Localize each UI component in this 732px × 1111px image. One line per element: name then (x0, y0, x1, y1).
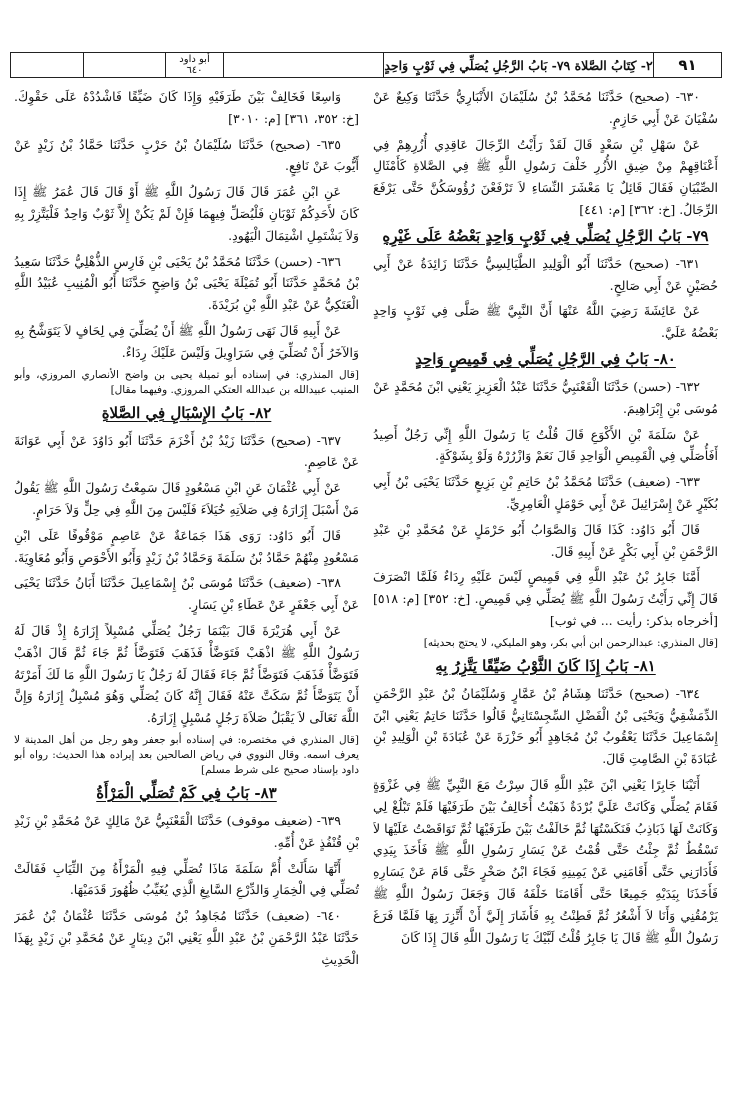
header-spacer (83, 53, 165, 77)
hadith-paragraph: ٦٣٧- (صحيح) حَدَّثَنَا زَيْدُ بْنُ أَخْزَمَ حَدَّثَنَا أَبُو دَاوُدَ عَنْ أَبِي عَوَانَةَ عَنْ عَاصِمٍ. (14, 432, 359, 470)
hadith-paragraph: عَنْ أَبِي عُثْمَانَ عَنِ ابْنِ مَسْعُودٍ قَالَ سَمِعْتُ رَسُولَ اللَّهِ ﷺ يَقُولُ مَنْ أَسْبَلَ إِزَارَهُ فِي صَلاَتِهِ خُيَلاَءَ فَلَيْسَ مِنَ اللَّهِ فِي حِلٍّ وَلاَ حَرَامٍ. (14, 480, 359, 517)
hadith-paragraph: ٦٣٠- (صحيح) حَدَّثَنَا مُحَمَّدُ بْنُ سُلَيْمَانَ الأَنْبَارِيُّ حَدَّثَنَا وَكِيعٌ عَنْ سُفْيَانَ عَنْ أَبِي حَازِمٍ. (373, 89, 718, 126)
header-spacer (11, 53, 83, 77)
hadith-paragraph: عَنْ أَبِي هُرَيْرَةَ قَالَ بَيْنَمَا رَجُلٌ يُصَلِّي مُسْبِلاً إِزَارَهُ إِذْ قَالَ لَهُ رَسُولُ اللَّهِ ﷺ اذْهَبْ فَتَوَضَّأْ فَذَهَبَ فَتَوَضَّأَ ثُمَّ جَاءَ ثُمَّ قَالَ اذْهَبْ فَتَوَضَّأْ فَذَهَبَ فَتَوَضَّأَ ثُمَّ جَاءَ فَقَالَ لَهُ رَجُلٌ يَا رَسُولَ اللَّهِ مَا لَكَ أَمَرْتَهُ أَنْ يَتَوَضَّأَ ثُمَّ سَكَتَّ عَنْهُ فَقَالَ إِنَّهُ كَانَ يُصَلِّي وَهُوَ مُسْبِلٌ إِزَارَهُ وَإِنَّ اللَّهَ تَعَالَى لاَ يَقْبَلُ صَلاَةَ رَجُلٍ مُسْبِلٍ إِزَارَهُ. (14, 622, 359, 726)
chapter-heading: ٨٠- بَابُ فِي الرَّجُلِ يُصَلِّي فِي قَمِيصٍ وَاحِدٍ (415, 349, 676, 368)
hadith-paragraph: قَالَ أَبُو دَاوُد: كَذَا قَالَ وَالصَّوَابُ أَبُو حَرْمَلٍ عَنْ مُحَمَّدِ بْنِ عَبْدِ الرَّحْمَنِ بْنِ أَبِي بَكْرٍ عَنْ أَبِيهِ قَالَ. (373, 521, 718, 559)
chapter-heading: ٨٣- بَابُ فِي كَمْ تُصَلِّي الْمَرْأَةُ (96, 783, 277, 802)
hadith-paragraph: ٦٣٤- (صحيح) حَدَّثَنَا هِشَامُ بْنُ عَمَّارٍ وَسُلَيْمَانُ بْنُ عَبْدِ الرَّحْمَنِ الدِّمَشْقِيُّ وَيَحْيَى بْنُ الْفَضْلِ السِّجِسْتَانِيُّ قَالُوا حَدَّثَنَا حَاتِمٌ يَعْنِي ابْنَ إِسْمَاعِيلَ حَدَّثَنَا يَعْقُوبُ بْنُ مُجَاهِدٍ أَبُو حَزْرَةَ عَنْ عُبَادَةَ بْنِ الْوَلِيدِ بْنِ عُبَادَةَ بْنِ الصَّامِتِ قَالَ. (373, 685, 718, 767)
hadith-paragraph: عَنْ سَلَمَةَ بْنِ الأَكْوَعِ قَالَ قُلْتُ يَا رَسُولَ اللَّهِ إِنِّي رَجُلٌ أَصِيدُ أَفَأُصَلِّي فِي الْقَمِيصِ الْوَاحِدِ قَالَ نَعَمْ وَازْرُرْهُ وَلَوْ بِشَوْكَةٍ. (373, 426, 718, 464)
hadith-paragraph: ٦٣٢- (حسن) حَدَّثَنَا الْقَعْنَبِيُّ حَدَّثَنَا عَبْدُ الْعَزِيزِ يَعْنِي ابْنَ مُحَمَّدٍ عَنْ مُوسَى بْنِ إِبْرَاهِيمَ. (373, 378, 718, 416)
text-columns (14, 86, 718, 1106)
hadith-paragraph: أَتَيْنَا جَابِرًا يَعْنِي ابْنَ عَبْدِ اللَّهِ قَالَ سِرْتُ مَعَ النَّبِيِّ ﷺ فِي غَزْوَةٍ فَقَامَ يُصَلِّي وَكَانَتْ عَلَيَّ بُرْدَةٌ ذَهَبْتُ أُخَالِفُ بَيْنَ طَرَفَيْهَا فَلَمْ تَبْلُغْ لِي وَكَانَتْ لَهَا ذَبَاذِبُ فَنَكَسْتُهَا ثُمَّ خَالَفْتُ بَيْنَ طَرَفَيْهَا ثُمَّ تَوَاقَصْتُ عَلَيْهَا لاَ تَسْقُطُ ثُمَّ جِئْتُ حَتَّى قُمْتُ عَنْ يَسَارِ رَسُولِ اللَّهِ ﷺ فَأَخَذَ بِيَدِي فَأَدَارَنِي حَتَّى أَقَامَنِي عَنْ يَمِينِهِ فَجَاءَ ابْنُ صَخْرٍ حَتَّى قَامَ عَنْ يَسَارِهِ فَأَخَذَنَا بِيَدَيْهِ جَمِيعًا حَتَّى أَقَامَنَا خَلْفَهُ قَالَ وَجَعَلَ رَسُولُ اللَّهِ ﷺ يَرْمُقُنِي وَأَنَا لاَ أَشْعُرُ ثُمَّ فَطِنْتُ بِهِ فَأَشَارَ إِلَيَّ أَنْ أَتَّزِرَ بِهَا فَلَمَّا فَرَغَ رَسُولُ اللَّهِ ﷺ قَالَ يَا جَابِرُ قُلْتُ لَبَّيْكَ يَا رَسُولَ اللَّهِ قَالَ إِذَا كَانَ (373, 776, 718, 945)
hadith-paragraph: عَنْ عَائِشَةَ رَضِيَ اللَّهُ عَنْهَا أَنَّ النَّبِيَّ ﷺ صَلَّى فِي ثَوْبٍ وَاحِدٍ بَعْضُهُ عَلَيَّ. (373, 303, 718, 341)
hadith-paragraph: ٦٣٥- (صحيح) حَدَّثَنَا سُلَيْمَانُ بْنُ حَرْبٍ حَدَّثَنَا حَمَّادُ بْنُ زَيْدٍ عَنْ أَيُّوبَ عَنْ نَافِعٍ. (14, 136, 359, 174)
hadith-paragraph: وَاسِعًا فَخَالِفْ بَيْنَ طَرَفَيْهِ وَإِذَا كَانَ ضَيِّقًا فَاشْدُدْهُ عَلَى حَقْوِكَ. [خ: ٣٥٢، ٣٦١] [م: ٣٠١٠] (14, 89, 359, 126)
page-number: ٩١ (653, 53, 721, 77)
chapter-heading: ٨٢- بَابُ الإِسْبَالِ فِي الصَّلاةِ (101, 403, 272, 422)
book-name: أبو داود (179, 54, 210, 65)
hadith-paragraph: عَنِ ابْنِ عُمَرَ قَالَ قَالَ رَسُولُ اللَّهِ ﷺ أَوْ قَالَ قَالَ عُمَرُ ﷺ إِذَا كَانَ لأَحَدِكُمْ ثَوْبَانِ فَلْيُصَلِّ فِيهِمَا فَإِنْ لَمْ يَكُنْ إِلاَّ ثَوْبٌ وَاحِدٌ فَلْيَتَّزِرْ بِهِ وَلاَ يَشْتَمِلِ اشْتِمَالَ الْيَهُودِ. (14, 184, 359, 243)
hadith-range: ٦٤٠ (186, 65, 203, 76)
book-reference (165, 53, 223, 77)
hadith-paragraph: ٦٣١- (صحيح) حَدَّثَنَا أَبُو الْوَلِيدِ الطَّيَالِسِيُّ حَدَّثَنَا زَائِدَةُ عَنْ أَبِي حُصَيْنٍ عَنْ أَبِي صَالِحٍ. (373, 255, 718, 293)
chapter-heading: ٧٩- بَابُ الرَّجُلِ يُصَلِّي فِي ثَوْبٍ وَاحِدٍ بَعْضُهُ عَلَى غَيْرِهِ (382, 226, 709, 245)
hadith-paragraph: ٦٤٠- (ضعيف) حَدَّثَنَا مُجَاهِدُ بْنُ مُوسَى حَدَّثَنَا عُثْمَانُ بْنُ عُمَرَ حَدَّثَنَا عَبْدُ الرَّحْمَنِ بْنُ عَبْدِ اللَّهِ يَعْنِي ابْنَ دِينَارٍ عَنْ مُحَمَّدِ بْنِ زَيْدٍ بِهَذَا الْحَدِيثِ (14, 908, 359, 967)
header-spacer (223, 53, 383, 77)
running-title: ٢- كِتَابُ الصَّلاة ٧٩- بَابُ الرَّجُلِ يُصَلِّي فِي ثَوْبٍ وَاحِدٍ (383, 53, 653, 77)
footnote: [قال المنذري: عبدالرحمن ابن أبي بكر، وهو المليكي، لا يحتج بحديثه] (423, 636, 718, 649)
hadith-paragraph: ٦٣٨- (ضعيف) حَدَّثَنَا مُوسَى بْنُ إِسْمَاعِيلَ حَدَّثَنَا أَبَانُ حَدَّثَنَا يَحْيَى عَنْ أَبِي جَعْفَرٍ عَنْ عَطَاءِ بْنِ يَسَارٍ. (14, 575, 359, 613)
hadith-paragraph: ٦٣٦- (حسن) حَدَّثَنَا مُحَمَّدُ بْنُ يَحْيَى بْنِ فَارِسٍ الذُّهْلِيُّ حَدَّثَنَا سَعِيدُ بْنُ مُحَمَّدٍ حَدَّثَنَا أَبُو تُمَيْلَةَ يَحْيَى بْنُ وَاضِحٍ حَدَّثَنَا أَبُو الْمُنِيبِ عُبَيْدُ اللَّهِ الْعَتَكِيُّ عَنْ عَبْدِ اللَّهِ بْنِ بُرَيْدَةَ. (14, 253, 359, 313)
hadith-paragraph: عَنْ سَهْلِ بْنِ سَعْدٍ قَالَ لَقَدْ رَأَيْتُ الرِّجَالَ عَاقِدِي أُزُرِهِمْ فِي أَعْنَاقِهِمْ مِنْ ضِيقِ الأُزُرِ خَلْفَ رَسُولِ اللَّهِ ﷺ فِي الصَّلاةِ كَأَمْثَالِ الصِّبْيَانِ فَقَالَ قَائِلٌ يَا مَعْشَرَ النِّسَاءِ لاَ تَرْفَعْنَ رُؤُوسَكُنَّ حَتَّى يَرْفَعَ الرِّجَالُ. [خ: ٣٦٢] [م: ٤٤١] (373, 136, 718, 217)
hadith-paragraph: قَالَ أَبُو دَاوُد: رَوَى هَذَا جَمَاعَةٌ عَنْ عَاصِمٍ مَوْقُوفًا عَلَى ابْنِ مَسْعُودٍ مِنْهُمْ حَمَّادُ بْنُ سَلَمَةَ وَحَمَّادُ بْنُ زَيْدٍ وَأَبُو الأَحْوَصِ وَأَبُو مُعَاوِيَةَ. (14, 527, 359, 565)
right-column (373, 86, 718, 1106)
page-header (10, 52, 722, 78)
left-column (14, 86, 359, 1106)
chapter-heading: ٨١- بَابُ إِذَا كَانَ الثَّوْبُ ضَيِّقًا يَتَّزِرُ بِهِ (435, 656, 656, 675)
hadith-paragraph: أَمَّنَا جَابِرُ بْنُ عَبْدِ اللَّهِ فِي قَمِيصٍ لَيْسَ عَلَيْهِ رِدَاءٌ فَلَمَّا انْصَرَفَ قَالَ إِنِّي رَأَيْتُ رَسُولَ اللَّهِ ﷺ يُصَلِّي فِي قَمِيصٍ. [خ: ٣٥٢] [م: ٥١٨] [أخرجاه بذكر: رأيت ... في ثوب] (373, 569, 718, 628)
hadith-paragraph: ٦٣٣- (ضعيف) حَدَّثَنَا مُحَمَّدُ بْنُ حَاتِمِ بْنِ بَزِيعٍ حَدَّثَنَا يَحْيَى بْنُ أَبِي بُكَيْرٍ عَنْ إِسْرَائِيلَ عَنْ أَبِي حَوْمَلٍ الْعَامِرِيِّ. (373, 474, 718, 511)
hadith-paragraph: ٦٣٩- (ضعيف موقوف) حَدَّثَنَا الْقَعْنَبِيُّ عَنْ مَالِكٍ عَنْ مُحَمَّدِ بْنِ زَيْدِ بْنِ قُنْفُذٍ عَنْ أُمِّهِ. (14, 812, 359, 850)
footnote: [قال المنذري في مختصره: في إسناده أبو جعفر وهو رجل من أهل المدينة لا يعرف اسمه. وقال النووي في رياض الصالحين بعد إيراده هذا الحديث: رواه أبو داود بإسناد صحيح على شرط مسلم] (14, 733, 359, 776)
hadith-paragraph: أَنَّهَا سَأَلَتْ أُمَّ سَلَمَةَ مَاذَا تُصَلِّي فِيهِ الْمَرْأَةُ مِنَ الثِّيَابِ فَقَالَتْ تُصَلِّي فِي الْخِمَارِ وَالدِّرْعِ السَّابِغِ الَّذِي يُغَيِّبُ ظُهُورَ قَدَمَيْهَا. (14, 860, 359, 898)
hadith-paragraph: عَنْ أَبِيهِ قَالَ نَهَى رَسُولُ اللَّهِ ﷺ أَنْ يُصَلِّيَ فِي لِحَافٍ لاَ يَتَوَشَّحُ بِهِ وَالآخَرُ أَنْ تُصَلِّيَ فِي سَرَاوِيلَ وَلَيْسَ عَلَيْكَ رِدَاءٌ. (14, 322, 359, 360)
footnote: [قال المنذري: في إسناده أبو تميلة يحيى بن واضح الأنصاري المروزي، وأبو المنيب عبيدالله بن عبدالله العتكي المروزي. وفيهما مقال] (14, 368, 359, 396)
